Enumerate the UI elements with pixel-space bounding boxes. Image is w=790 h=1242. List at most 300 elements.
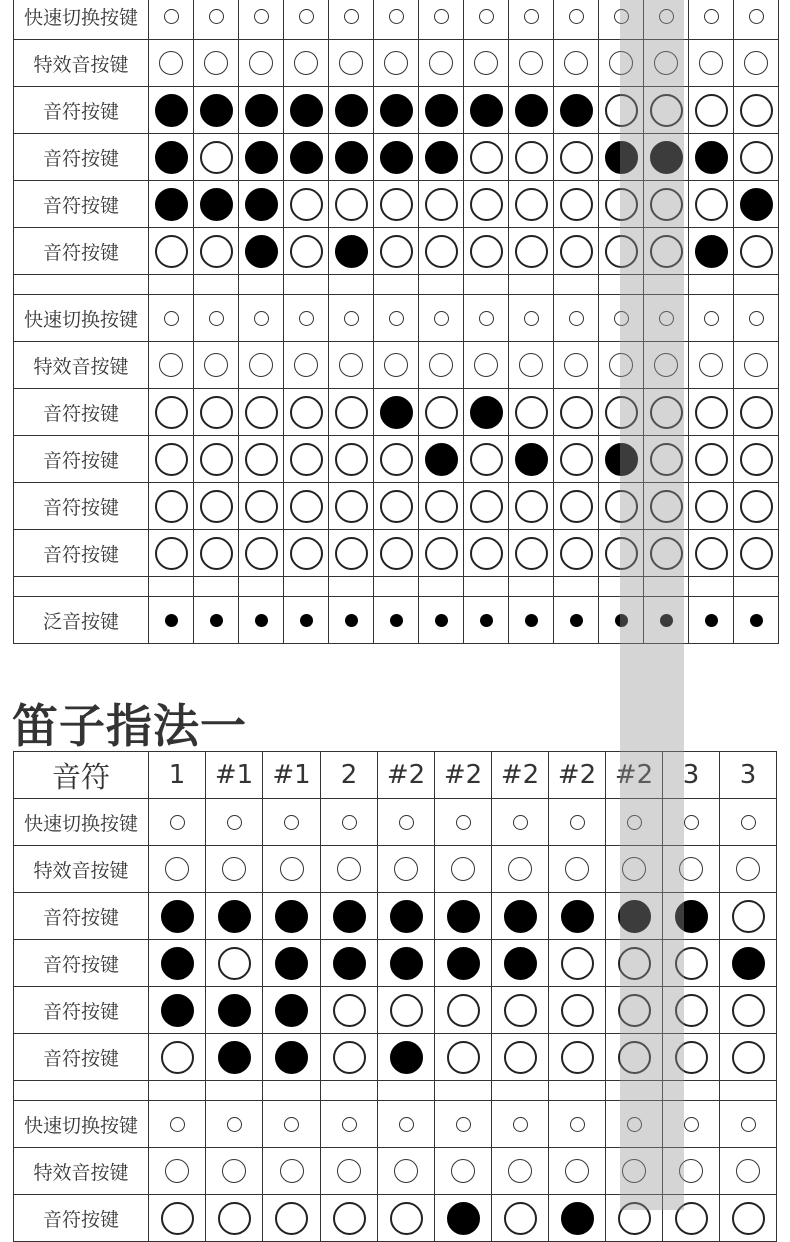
note-key-closed-icon <box>380 94 413 127</box>
effect-key-icon <box>744 353 768 377</box>
fingering-cell <box>734 0 779 40</box>
fingering-cell <box>194 228 239 275</box>
fingering-cell <box>509 597 554 644</box>
fingering-cell <box>464 436 509 483</box>
fingering-cell <box>734 134 779 181</box>
fingering-cell <box>329 389 374 436</box>
fingering-cell <box>374 342 419 389</box>
section-title: 笛子指法一 <box>12 699 247 753</box>
note-key-open-icon <box>695 443 728 476</box>
overtone-dot-icon <box>255 614 268 627</box>
fingering-cell <box>374 436 419 483</box>
effect-key-icon <box>519 51 543 75</box>
note-key-open-icon <box>470 443 503 476</box>
effect-key-icon <box>508 1159 532 1183</box>
fingering-cell <box>720 1195 777 1242</box>
quick-switch-key-icon <box>170 815 185 830</box>
note-key-open-icon <box>732 1202 765 1235</box>
fingering-cell <box>492 1034 549 1081</box>
fingering-cell <box>149 436 194 483</box>
fingering-cell <box>321 846 378 893</box>
note-key-closed-icon <box>561 1202 594 1235</box>
quick-switch-key-icon <box>627 815 642 830</box>
fingering-cell <box>734 342 779 389</box>
quick-switch-key-icon <box>627 1117 642 1132</box>
fingering-cell <box>599 530 644 577</box>
fingering-cell <box>509 530 554 577</box>
effect-key-icon <box>679 1159 703 1183</box>
fingering-cell <box>689 40 734 87</box>
note-key-open-icon <box>695 94 728 127</box>
fingering-cell <box>464 530 509 577</box>
effect-key-icon <box>222 857 246 881</box>
fingering-cell <box>374 597 419 644</box>
fingering-cell <box>663 846 720 893</box>
effect-key-icon <box>508 857 532 881</box>
quick-switch-key-icon <box>284 815 299 830</box>
fingering-cell <box>492 1195 549 1242</box>
effect-key-icon <box>165 1159 189 1183</box>
fingering-cell <box>606 940 663 987</box>
fingering-cell <box>194 483 239 530</box>
effect-key-icon <box>339 353 363 377</box>
fingering-cell <box>374 181 419 228</box>
fingering-cell <box>194 134 239 181</box>
note-key-open-icon <box>675 1202 708 1235</box>
quick-switch-key-icon <box>164 311 179 326</box>
note-key-open-icon <box>390 1202 423 1235</box>
fingering-cell <box>378 1034 435 1081</box>
quick-switch-key-icon <box>170 1117 185 1132</box>
overtone-dot-icon <box>615 614 628 627</box>
note-key-closed-icon <box>740 188 773 221</box>
fingering-cell <box>606 1034 663 1081</box>
note-name: 3 <box>720 752 777 799</box>
note-key-closed-icon <box>155 141 188 174</box>
note-key-open-icon <box>618 1041 651 1074</box>
fingering-cell <box>206 1034 263 1081</box>
effect-row <box>14 846 777 893</box>
effect-key-icon <box>429 353 453 377</box>
note-key-open-icon <box>618 994 651 1027</box>
note-key-open-icon <box>155 537 188 570</box>
quick-switch-key-icon <box>344 311 359 326</box>
fingering-cell <box>263 846 321 893</box>
fingering-cell <box>378 940 435 987</box>
note-key-open-icon <box>425 490 458 523</box>
fingering-cell <box>509 40 554 87</box>
fingering-cell <box>284 597 329 644</box>
fingering-cell <box>599 40 644 87</box>
effect-row <box>14 1148 777 1195</box>
quick-row <box>14 295 779 342</box>
note-key-open-icon <box>675 947 708 980</box>
fingering-cell <box>606 1195 663 1242</box>
note-key-open-icon <box>515 396 548 429</box>
fingering-cell <box>374 87 419 134</box>
row-label: 音符按键 <box>14 87 149 134</box>
note-key-closed-icon <box>390 947 423 980</box>
fingering-cell <box>734 295 779 342</box>
note-key-open-icon <box>425 235 458 268</box>
quick-switch-key-icon <box>741 815 756 830</box>
fingering-cell <box>321 940 378 987</box>
note-key-open-icon <box>515 235 548 268</box>
note-key-closed-icon <box>425 94 458 127</box>
note-key-open-icon <box>732 994 765 1027</box>
note-key-open-icon <box>504 994 537 1027</box>
fingering-cell <box>419 530 464 577</box>
row-label: 特效音按键 <box>14 1148 149 1195</box>
fingering-cell <box>149 1034 206 1081</box>
note-key-closed-icon <box>161 994 194 1027</box>
quick-switch-key-icon <box>389 311 404 326</box>
effect-key-icon <box>679 857 703 881</box>
fingering-cell <box>374 0 419 40</box>
note-key-open-icon <box>740 490 773 523</box>
note-key-closed-icon <box>290 94 323 127</box>
effect-key-icon <box>337 1159 361 1183</box>
row-label: 音符按键 <box>14 436 149 483</box>
note-key-open-icon <box>605 188 638 221</box>
note-key-open-icon <box>335 537 368 570</box>
fingering-cell <box>509 134 554 181</box>
note-key-open-icon <box>390 994 423 1027</box>
quick-row <box>14 799 777 846</box>
fingering-cell <box>374 40 419 87</box>
fingering-cell <box>321 1195 378 1242</box>
quick-switch-key-icon <box>399 815 414 830</box>
fingering-cell <box>206 893 263 940</box>
fingering-cell <box>194 342 239 389</box>
spacer-row <box>14 577 779 597</box>
fingering-cell <box>149 40 194 87</box>
note-name: #2 <box>435 752 492 799</box>
fingering-cell <box>263 1101 321 1148</box>
fingering-cell <box>689 436 734 483</box>
note-row <box>14 1034 777 1081</box>
fingering-cell <box>419 40 464 87</box>
effect-key-icon <box>565 1159 589 1183</box>
note-key-closed-icon <box>470 94 503 127</box>
note-key-closed-icon <box>275 994 308 1027</box>
note-key-open-icon <box>675 1041 708 1074</box>
spacer-row <box>14 275 779 295</box>
note-key-closed-icon <box>605 141 638 174</box>
fingering-cell <box>149 597 194 644</box>
fingering-cell <box>644 181 689 228</box>
overtone-dot-icon <box>390 614 403 627</box>
fingering-cell <box>194 389 239 436</box>
fingering-cell <box>149 799 206 846</box>
row-label: 特效音按键 <box>14 846 149 893</box>
fingering-cell <box>689 389 734 436</box>
fingering-cell <box>378 987 435 1034</box>
fingering-cell <box>435 1034 492 1081</box>
fingering-cell <box>554 40 599 87</box>
note-key-open-icon <box>380 235 413 268</box>
effect-key-icon <box>280 1159 304 1183</box>
note-key-open-icon <box>161 1041 194 1074</box>
fingering-cell <box>689 0 734 40</box>
overtone-dot-icon <box>660 614 673 627</box>
note-key-closed-icon <box>561 900 594 933</box>
note-key-closed-icon <box>605 443 638 476</box>
note-key-closed-icon <box>218 900 251 933</box>
fingering-cell <box>599 597 644 644</box>
fingering-cell <box>554 483 599 530</box>
effect-key-icon <box>736 1159 760 1183</box>
fingering-cell <box>599 228 644 275</box>
fingering-cell <box>644 483 689 530</box>
note-key-open-icon <box>740 94 773 127</box>
note-key-open-icon <box>515 490 548 523</box>
note-key-open-icon <box>425 396 458 429</box>
note-key-closed-icon <box>470 396 503 429</box>
fingering-cell <box>464 342 509 389</box>
fingering-cell <box>206 799 263 846</box>
fingering-cell <box>239 597 284 644</box>
fingering-cell <box>329 483 374 530</box>
fingering-cell <box>321 893 378 940</box>
overtone-dot-icon <box>210 614 223 627</box>
note-row <box>14 87 779 134</box>
fingering-cell <box>720 987 777 1034</box>
quick-switch-key-icon <box>659 9 674 24</box>
fingering-cell <box>492 940 549 987</box>
effect-key-icon <box>249 51 273 75</box>
fingering-cell <box>149 1101 206 1148</box>
fingering-cell <box>206 987 263 1034</box>
note-key-open-icon <box>470 490 503 523</box>
note-key-open-icon <box>155 235 188 268</box>
fingering-cell <box>194 295 239 342</box>
fingering-cell <box>149 987 206 1034</box>
note-key-closed-icon <box>447 900 480 933</box>
fingering-cell <box>720 799 777 846</box>
quick-switch-key-icon <box>614 311 629 326</box>
fingering-cell <box>549 1101 606 1148</box>
note-key-closed-icon <box>447 1202 480 1235</box>
row-label: 音符按键 <box>14 1034 149 1081</box>
quick-switch-key-icon <box>227 815 242 830</box>
fingering-cell <box>720 1101 777 1148</box>
note-key-open-icon <box>560 188 593 221</box>
fingering-cell <box>734 228 779 275</box>
fingering-cell <box>644 342 689 389</box>
effect-key-icon <box>159 51 183 75</box>
fingering-cell <box>734 181 779 228</box>
note-key-closed-icon <box>245 141 278 174</box>
fingering-cell <box>419 436 464 483</box>
row-label: 音符按键 <box>14 228 149 275</box>
fingering-cell <box>149 846 206 893</box>
note-key-open-icon <box>380 443 413 476</box>
note-key-open-icon <box>200 141 233 174</box>
fingering-cell <box>663 1148 720 1195</box>
fingering-cell <box>239 342 284 389</box>
fingering-cell <box>554 87 599 134</box>
note-key-closed-icon <box>335 94 368 127</box>
note-key-open-icon <box>200 443 233 476</box>
note-key-open-icon <box>560 396 593 429</box>
fingering-cell <box>734 483 779 530</box>
fingering-cell <box>464 40 509 87</box>
quick-switch-key-icon <box>209 9 224 24</box>
fingering-cell <box>206 1148 263 1195</box>
effect-row <box>14 342 779 389</box>
fingering-cell <box>374 389 419 436</box>
fingering-cell <box>378 893 435 940</box>
note-key-open-icon <box>740 396 773 429</box>
note-key-open-icon <box>560 537 593 570</box>
effect-key-icon <box>451 857 475 881</box>
note-row <box>14 389 779 436</box>
fingering-cell <box>644 436 689 483</box>
fingering-cell <box>464 483 509 530</box>
fingering-cell <box>435 846 492 893</box>
fingering-cell <box>284 181 329 228</box>
fingering-cell <box>599 181 644 228</box>
note-key-open-icon <box>504 1202 537 1235</box>
fingering-cell <box>644 134 689 181</box>
quick-switch-key-icon <box>299 311 314 326</box>
quick-switch-key-icon <box>479 311 494 326</box>
fingering-cell <box>644 0 689 40</box>
header-label: 音符 <box>14 752 149 799</box>
note-key-open-icon <box>650 396 683 429</box>
fingering-cell <box>599 0 644 40</box>
fingering-cell <box>263 1195 321 1242</box>
fingering-cell <box>720 893 777 940</box>
note-key-open-icon <box>650 443 683 476</box>
note-key-open-icon <box>560 490 593 523</box>
row-label: 音符按键 <box>14 483 149 530</box>
note-key-closed-icon <box>650 141 683 174</box>
quick-switch-key-icon <box>570 815 585 830</box>
fingering-cell <box>689 483 734 530</box>
note-key-open-icon <box>732 900 765 933</box>
note-key-closed-icon <box>380 141 413 174</box>
quick-switch-key-icon <box>684 815 699 830</box>
fingering-cell <box>644 87 689 134</box>
quick-switch-key-icon <box>704 9 719 24</box>
quick-switch-key-icon <box>741 1117 756 1132</box>
fingering-cell <box>149 1148 206 1195</box>
fingering-cell <box>374 295 419 342</box>
note-key-open-icon <box>335 490 368 523</box>
quick-switch-key-icon <box>227 1117 242 1132</box>
fingering-cell <box>263 893 321 940</box>
note-key-open-icon <box>245 443 278 476</box>
quick-switch-key-icon <box>524 311 539 326</box>
fingering-cell <box>378 1148 435 1195</box>
effect-key-icon <box>622 857 646 881</box>
fingering-cell <box>734 530 779 577</box>
fingering-cell <box>689 228 734 275</box>
fingering-cell <box>321 1034 378 1081</box>
fingering-cell <box>263 940 321 987</box>
fingering-cell <box>263 987 321 1034</box>
note-key-open-icon <box>561 994 594 1027</box>
quick-switch-key-icon <box>254 9 269 24</box>
effect-key-icon <box>204 51 228 75</box>
fingering-cell <box>329 530 374 577</box>
note-row <box>14 893 777 940</box>
fingering-cell <box>734 87 779 134</box>
fingering-table-flute-1 <box>13 751 777 1242</box>
note-key-closed-icon <box>515 443 548 476</box>
fingering-cell <box>720 940 777 987</box>
note-key-open-icon <box>290 396 323 429</box>
fingering-cell <box>149 134 194 181</box>
quick-switch-key-icon <box>456 1117 471 1132</box>
note-key-closed-icon <box>504 947 537 980</box>
quick-switch-key-icon <box>513 1117 528 1132</box>
fingering-cell <box>554 295 599 342</box>
fingering-cell <box>239 483 284 530</box>
quick-row <box>14 0 779 40</box>
note-key-open-icon <box>561 1041 594 1074</box>
note-key-closed-icon <box>335 141 368 174</box>
fingering-cell <box>206 1195 263 1242</box>
fingering-cell <box>239 295 284 342</box>
fingering-cell <box>239 0 284 40</box>
effect-key-icon <box>654 51 678 75</box>
effect-key-icon <box>622 1159 646 1183</box>
fingering-cell <box>606 799 663 846</box>
quick-switch-key-icon <box>659 311 674 326</box>
fingering-cell <box>284 436 329 483</box>
note-key-open-icon <box>650 188 683 221</box>
fingering-cell <box>284 483 329 530</box>
fingering-cell <box>149 87 194 134</box>
fingering-cell <box>149 181 194 228</box>
fingering-cell <box>284 228 329 275</box>
effect-row <box>14 40 779 87</box>
note-row <box>14 228 779 275</box>
note-key-open-icon <box>290 188 323 221</box>
effect-key-icon <box>654 353 678 377</box>
note-key-open-icon <box>290 490 323 523</box>
fingering-cell <box>549 799 606 846</box>
note-key-open-icon <box>333 994 366 1027</box>
note-key-closed-icon <box>245 188 278 221</box>
fingering-cell <box>509 228 554 275</box>
note-key-closed-icon <box>155 188 188 221</box>
note-key-open-icon <box>161 1202 194 1235</box>
effect-key-icon <box>294 353 318 377</box>
fingering-cell <box>194 181 239 228</box>
effect-key-icon <box>249 353 273 377</box>
note-key-closed-icon <box>245 94 278 127</box>
overtone-dot-icon <box>300 614 313 627</box>
note-name: #2 <box>549 752 606 799</box>
quick-switch-key-icon <box>479 9 494 24</box>
row-label: 音符按键 <box>14 134 149 181</box>
note-key-open-icon <box>155 490 188 523</box>
effect-key-icon <box>339 51 363 75</box>
note-name: #2 <box>606 752 663 799</box>
fingering-cell <box>554 342 599 389</box>
note-key-open-icon <box>695 537 728 570</box>
effect-key-icon <box>294 51 318 75</box>
fingering-cell <box>329 40 374 87</box>
quick-switch-key-icon <box>569 311 584 326</box>
fingering-cell <box>509 483 554 530</box>
note-key-closed-icon <box>333 947 366 980</box>
fingering-cell <box>239 87 284 134</box>
